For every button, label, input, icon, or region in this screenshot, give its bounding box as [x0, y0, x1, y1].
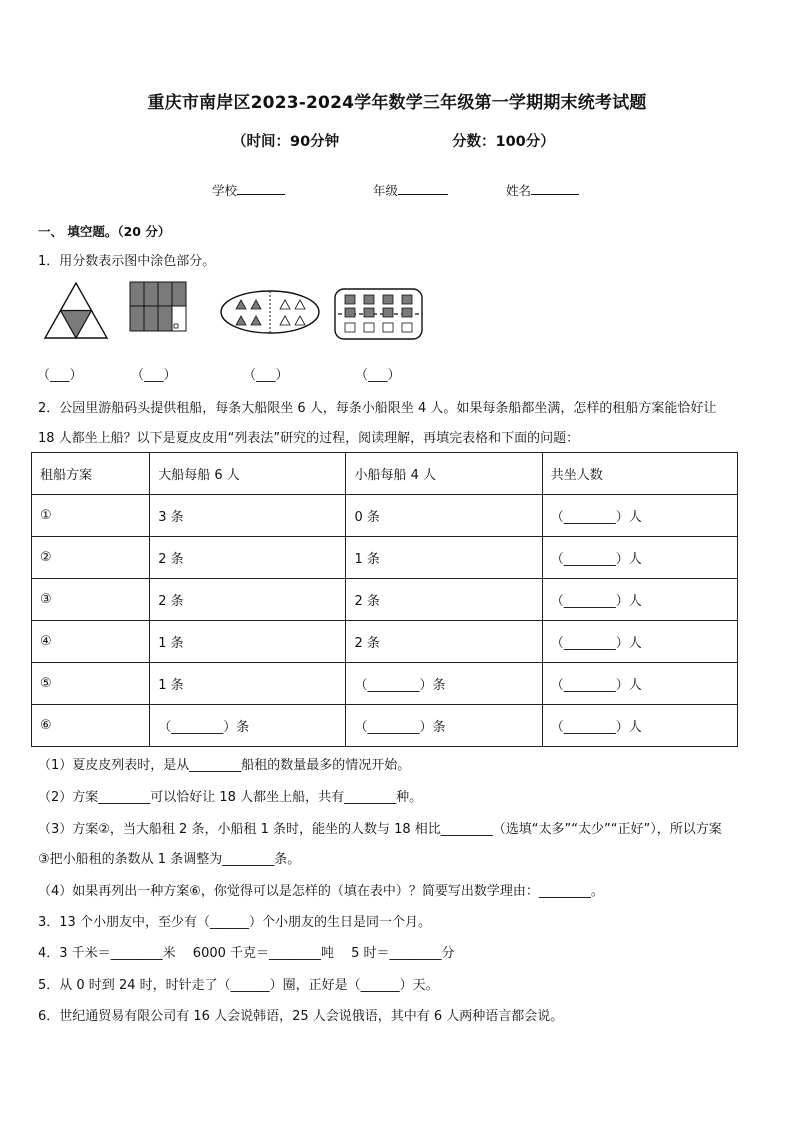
table-cell-blank[interactable]: （________）条: [150, 705, 346, 747]
question-2-line-1: 2．公园里游船码头提供租船，每条大船限坐 6 人，每条小船限坐 4 人。如果每条船都坐满，怎样的租船方案能恰好让: [38, 401, 717, 416]
question-6: 6．世纪通贸易有限公司有 16 人会说韩语，25 人会说俄语，其中有 6 人两种语言都会说。: [38, 1009, 564, 1024]
question-2-sub-2: （2）方案________可以恰好让 18 人都坐上船，共有________种。: [38, 790, 423, 805]
table-cell: ①: [32, 495, 150, 537]
table-cell: 1 条: [150, 663, 346, 705]
grid-figure: [130, 282, 186, 331]
table-cell: 0 条: [346, 495, 542, 537]
table-header-row: [32, 453, 738, 495]
table-cell-blank[interactable]: （________）人: [542, 537, 737, 579]
question-2-sub-1: （1）夏皮皮列表时，是从________船租的数量最多的情况开始。: [38, 758, 411, 773]
question-3: 3．13 个小朋友中，至少有（______）个小朋友的生日是同一个月。: [38, 915, 431, 930]
school-label: 学校: [212, 183, 238, 198]
question-2-sub-3-line-2: ③把小船租的条数从 1 条调整为________条。: [38, 852, 301, 867]
q1-answer-3[interactable]: （___）: [243, 368, 289, 383]
name-field: [506, 181, 579, 199]
table-cell: 2 条: [150, 579, 346, 621]
school-field: [212, 181, 285, 199]
q1-answer-4[interactable]: （___）: [355, 368, 401, 383]
table-row: [32, 663, 738, 705]
table-row: [32, 579, 738, 621]
table-cell-blank[interactable]: （________）条: [346, 705, 542, 747]
table-row: [32, 705, 738, 747]
table-header-cell: 小船每船 4 人: [346, 453, 542, 495]
exam-score: 分数：100分）: [452, 134, 555, 150]
table-cell-blank[interactable]: （________）人: [542, 621, 737, 663]
question-4: 4．3 千米＝________米 6000 千克＝________吨 5 时＝________分: [38, 946, 455, 961]
table-cell-blank[interactable]: （________）人: [542, 495, 737, 537]
school-blank[interactable]: [237, 194, 285, 195]
rental-scheme-table: [31, 452, 738, 747]
table-cell: 2 条: [346, 579, 542, 621]
grade-field: [373, 181, 448, 199]
exam-time: （时间：90分钟: [232, 134, 340, 150]
ellipse-figure: [221, 291, 319, 333]
section-heading: 一、 填空题。（20 分）: [38, 224, 171, 239]
table-cell: 1 条: [150, 621, 346, 663]
table-row: [32, 495, 738, 537]
table-cell: 2 条: [150, 537, 346, 579]
question-2-line-2: 18 人都坐上船？以下是夏皮皮用“列表法”研究的过程，阅读理解，再填完表格和下面的问题：: [38, 431, 580, 446]
table-cell: ⑤: [32, 663, 150, 705]
table-cell: 2 条: [346, 621, 542, 663]
question-2-sub-4: （4）如果再列出一种方案⑥，你觉得可以是怎样的（填在表中）？简要写出数学理由：________。: [38, 884, 604, 899]
table-cell: 1 条: [346, 537, 542, 579]
question-1: 1．用分数表示图中涂色部分。: [38, 254, 216, 269]
exam-title: 重庆市南岸区2023-2024学年数学三年级第一学期期末统考试题: [147, 93, 647, 113]
table-cell: ③: [32, 579, 150, 621]
q1-answer-2[interactable]: （___）: [131, 368, 177, 383]
table-row: [32, 621, 738, 663]
name-blank[interactable]: [531, 194, 579, 195]
grade-label: 年级: [373, 183, 399, 198]
table-cell-blank[interactable]: （________）人: [542, 663, 737, 705]
table-header-cell: 共坐人数: [542, 453, 737, 495]
table-cell: ④: [32, 621, 150, 663]
table-header-cell: 租船方案: [32, 453, 150, 495]
table-cell: 3 条: [150, 495, 346, 537]
question-2-sub-3-line-1: （3）方案②，当大船租 2 条，小船租 1 条时，能坐的人数与 18 相比________（选填“太多”“太少”“正好”），所以方案: [38, 822, 722, 837]
q1-answer-1[interactable]: （___）: [37, 368, 83, 383]
table-row: [32, 537, 738, 579]
question-5: 5．从 0 时到 24 时，时针走了（______）圈，正好是（______）天。: [38, 978, 439, 993]
triangle-figure: [45, 283, 107, 338]
grade-blank[interactable]: [398, 194, 448, 195]
table-cell-blank[interactable]: （________）条: [346, 663, 542, 705]
table-cell-blank[interactable]: （________）人: [542, 705, 737, 747]
table-cell: ②: [32, 537, 150, 579]
table-cell: ⑥: [32, 705, 150, 747]
table-header-cell: 大船每船 6 人: [150, 453, 346, 495]
q1-figures: [0, 278, 794, 348]
squares-figure: [335, 289, 422, 339]
table-cell-blank[interactable]: （________）人: [542, 579, 737, 621]
name-label: 姓名: [506, 183, 532, 198]
